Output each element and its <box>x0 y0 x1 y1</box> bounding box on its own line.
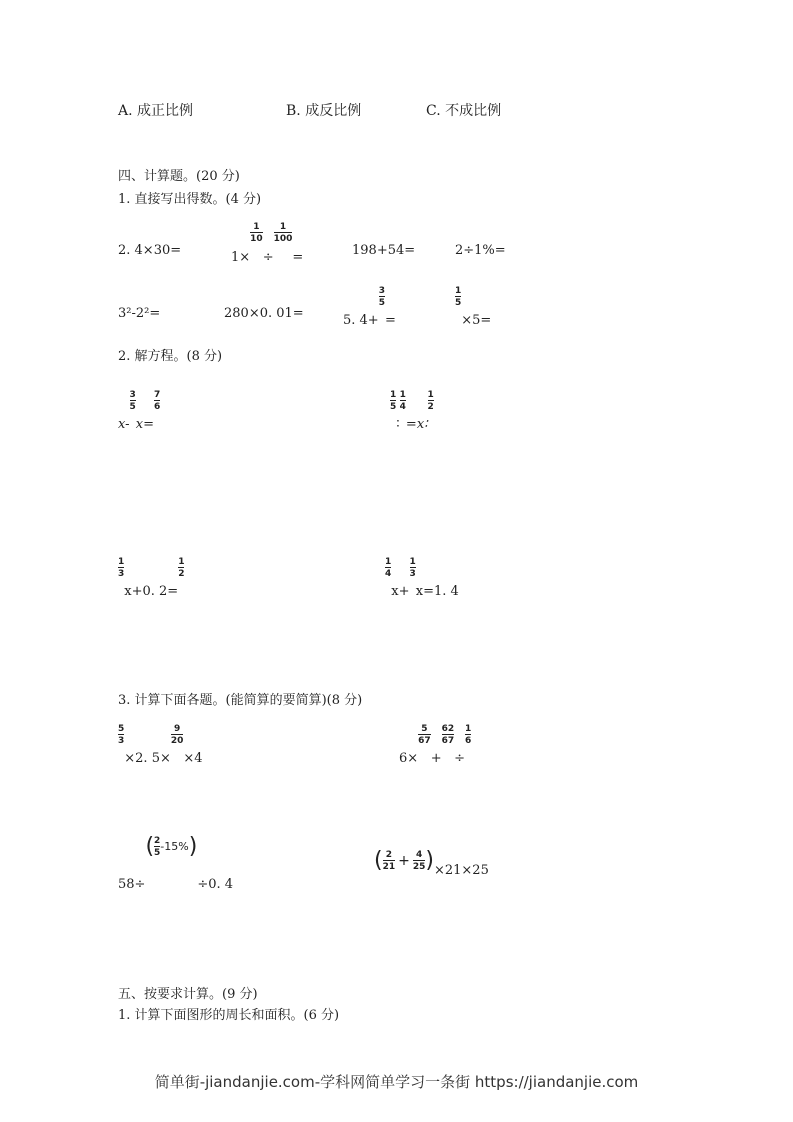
fraction: $\frac{2}{21}$ <box>382 849 396 872</box>
fraction: $\frac{62}{67}$ <box>441 724 455 746</box>
q1-expr-3: 198+54= <box>352 243 416 258</box>
fraction: $\frac{2}{5}$ <box>154 835 161 858</box>
q3-expr-a: $\frac{5}{3}$ ×2. 5× $\frac{9}{20}$ ×4 <box>118 724 203 766</box>
option-a: A. 成正比例 <box>118 103 194 119</box>
fraction: $\frac{3}{5}$ <box>129 390 136 412</box>
fraction: $\frac{1}{2}$ <box>178 557 185 579</box>
q2-title: 2. 解方程。(8 分) <box>118 349 223 364</box>
q3-expr-c: 58÷( $\frac{2}{5}$ -15%)÷0. 4 <box>118 834 234 892</box>
q3-expr-b: 6× $\frac{5}{67}$ + $\frac{62}{67}$ ÷ $\frac{1}{6}$ <box>399 724 472 766</box>
q1-expr-1: 2. 4×30= <box>118 243 182 258</box>
q2-equation-b: $\frac{1}{5}$ ∶ $\frac{1}{4}$ =x∶ $\frac{1}{2}$ <box>390 390 434 432</box>
q1-expr-6: 280×0. 01= <box>224 306 304 321</box>
q1-expr-2: 1× $\frac{1}{10}$ ÷ $\frac{1}{100}$ = <box>231 222 304 265</box>
fraction: $\frac{1}{3}$ <box>409 557 416 579</box>
q1-expr-7: 5. 4+ $\frac{3}{5}$ = <box>343 286 396 328</box>
option-c: C. 不成比例 <box>426 103 502 119</box>
fraction: $\frac{1}{3}$ <box>118 557 125 579</box>
option-b: B. 成反比例 <box>286 103 362 119</box>
fraction: $\frac{4}{25}$ <box>412 849 426 872</box>
fraction: $\frac{1}{6}$ <box>465 724 472 746</box>
fraction: $\frac{1}{5}$ <box>390 390 397 412</box>
q3-title: 3. 计算下面各题。(能简算的要简算)(8 分) <box>118 693 363 708</box>
q2-equation-a: x- $\frac{3}{5}$ x= $\frac{7}{6}$ <box>118 390 161 432</box>
footer-watermark: 简单街-jiandanjie.com-学科网简单学习一条街 https://jiandanjie.com <box>154 1073 639 1091</box>
fraction: $\frac{1}{4}$ <box>399 390 406 412</box>
q1-expr-5: 3²-2²= <box>118 306 161 321</box>
fraction: $\frac{5}{3}$ <box>118 724 125 746</box>
fraction: $\frac{1}{2}$ <box>427 390 434 412</box>
fraction: $\frac{1}{10}$ <box>250 222 263 244</box>
q1-title: 1. 直接写出得数。(4 分) <box>118 192 262 207</box>
section5-q1-title: 1. 计算下面图形的周长和面积。(6 分) <box>118 1008 340 1023</box>
fraction: $\frac{5}{67}$ <box>418 724 431 746</box>
q2-equation-c: $\frac{1}{3}$ x+0. 2= $\frac{1}{2}$ <box>118 557 185 599</box>
q1-expr-8: $\frac{1}{5}$ ×5= <box>455 286 492 328</box>
section5-title: 五、按要求计算。(9 分) <box>118 987 258 1002</box>
fraction: $\frac{1}{100}$ <box>273 222 293 244</box>
fraction: $\frac{1}{5}$ <box>455 286 462 308</box>
q2-equation-d: $\frac{1}{4}$ x+ $\frac{1}{3}$ x=1. 4 <box>385 557 459 599</box>
q3-expr-d: ( $\frac{2}{21}$ + $\frac{4}{25}$ )×21×25 <box>374 848 489 878</box>
q1-expr-4: 2÷1%= <box>455 243 506 258</box>
section4-title: 四、计算题。(20 分) <box>118 169 240 184</box>
fraction: $\frac{9}{20}$ <box>170 724 184 746</box>
fraction: $\frac{3}{5}$ <box>378 286 385 308</box>
fraction: $\frac{7}{6}$ <box>154 390 161 412</box>
fraction: $\frac{1}{4}$ <box>385 557 392 579</box>
